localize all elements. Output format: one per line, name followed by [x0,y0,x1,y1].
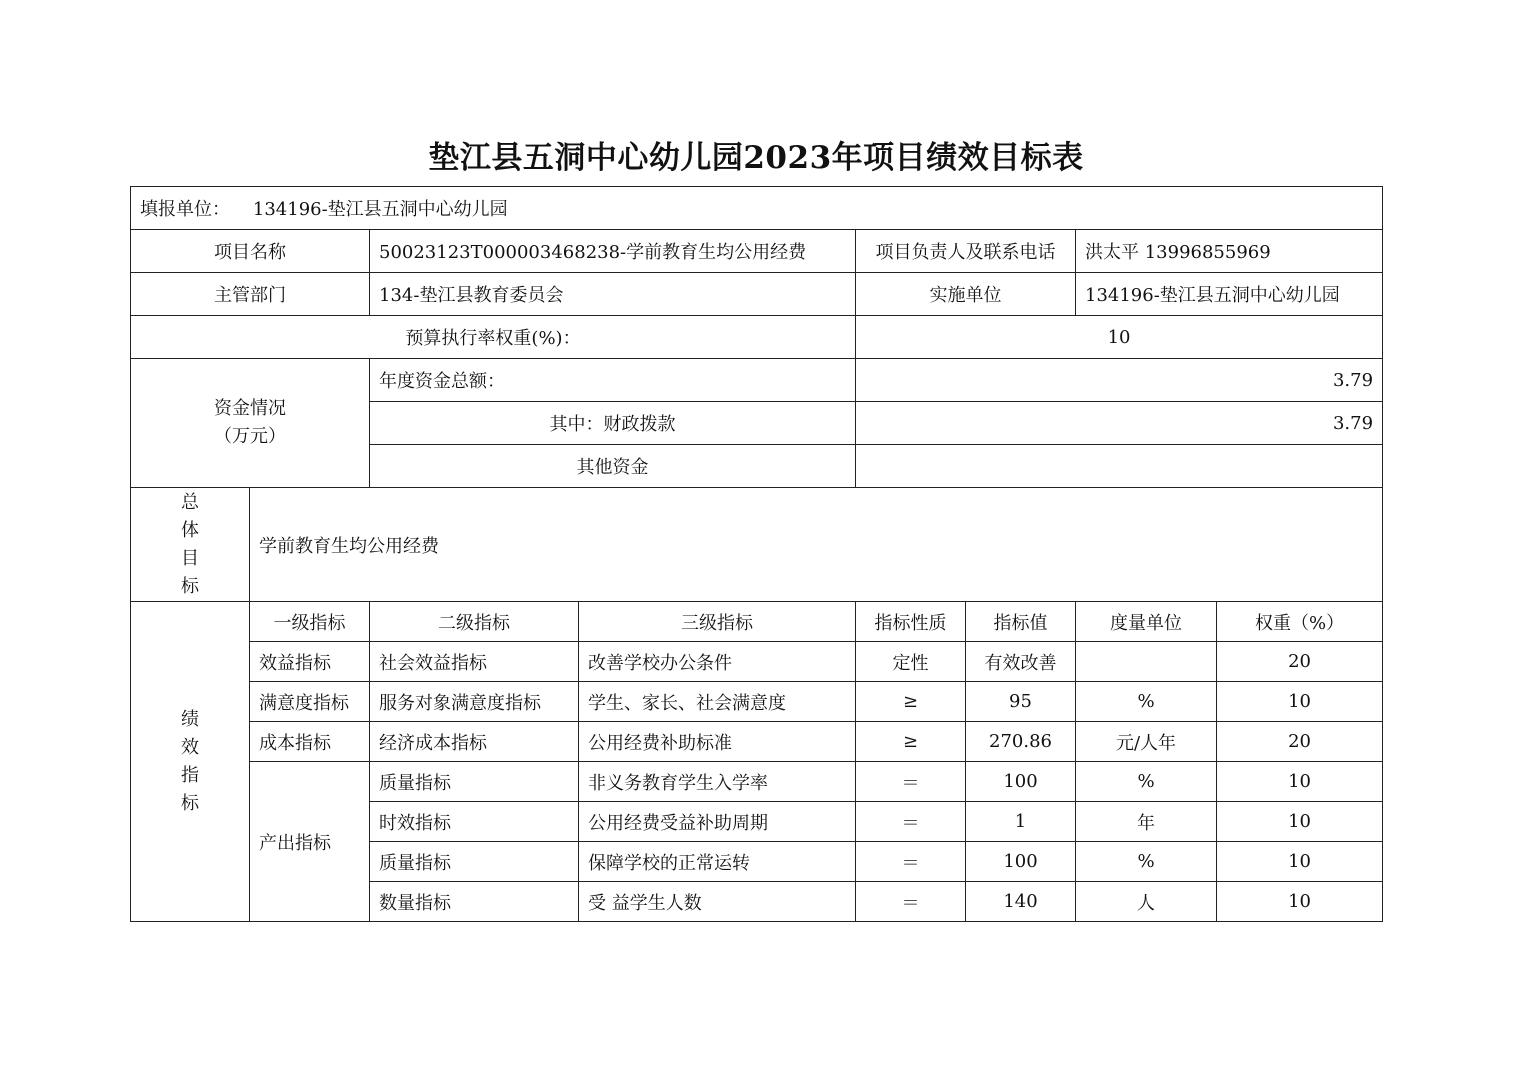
funds-total-value: 3.79 [856,359,1383,402]
filing-unit-cell [131,187,1383,230]
performance-target-table [130,186,1383,922]
row-value: 1 [966,802,1076,842]
goal-char-1: 总 [181,491,199,513]
row-value: 140 [966,882,1076,922]
row-level3: 改善学校办公条件 [579,642,856,682]
perf-char-1: 绩 [181,708,199,730]
row-nature: ＝ [856,762,966,802]
row-level2: 质量指标 [370,842,579,882]
header-weight: 权重（%） [1217,602,1383,642]
row-value: 270.86 [966,722,1076,762]
row-level3: 公用经费受益补助周期 [579,802,856,842]
header-unit: 度量单位 [1076,602,1217,642]
row-weight: 10 [1217,682,1383,722]
department-value: 134-垫江县教育委员会 [370,273,856,316]
row-weight: 10 [1217,802,1383,842]
row-nature: ＝ [856,842,966,882]
department-row [131,273,1383,316]
row-level3: 保障学校的正常运转 [579,842,856,882]
budget-rate-row [131,316,1383,359]
row-nature: ≥ [856,722,966,762]
row-level1: 满意度指标 [250,682,370,722]
row-unit: % [1076,842,1217,882]
row-level1: 成本指标 [250,722,370,762]
document-title: 垫江县五洞中心幼儿园2023年项目绩效目标表 [428,140,1084,176]
filing-unit-value: 134196-垫江县五洞中心幼儿园 [252,199,508,220]
table-row [131,762,1383,802]
row-nature: 定性 [856,642,966,682]
row-nature: ＝ [856,882,966,922]
row-level2: 时效指标 [370,802,579,842]
overall-goal-label [131,488,250,602]
row-level1: 效益指标 [250,642,370,682]
budget-rate-value: 10 [856,316,1383,359]
row-level3: 公用经费补助标准 [579,722,856,762]
row-nature: ＝ [856,802,966,842]
row-level2: 质量指标 [370,762,579,802]
row-nature: ≥ [856,682,966,722]
row-level3: 学生、家长、社会满意度 [579,682,856,722]
header-level3: 三级指标 [579,602,856,642]
project-name-row [131,230,1383,273]
funds-total-row [131,359,1383,402]
perf-char-4: 标 [181,792,199,814]
funds-fiscal-value: 3.79 [856,402,1383,445]
funds-fiscal-label: 其中：财政拨款 [370,402,856,445]
funds-other-value [856,445,1383,488]
overall-goal-value: 学前教育生均公用经费 [250,488,1383,602]
funds-total-label: 年度资金总额： [370,359,856,402]
funds-label-line2: （万元） [214,426,286,447]
project-name-label: 项目名称 [131,230,370,273]
perf-char-3: 指 [181,764,199,786]
department-label: 主管部门 [131,273,370,316]
row-unit: 元/人年 [1076,722,1217,762]
funds-other-label: 其他资金 [370,445,856,488]
row-unit [1076,642,1217,682]
funds-label [131,359,370,488]
perf-char-2: 效 [181,736,199,758]
project-name-value: 50023123T000003468238-学前教育生均公用经费 [370,230,856,273]
row-weight: 10 [1217,842,1383,882]
project-contact-label: 项目负责人及联系电话 [856,230,1076,273]
row-unit: % [1076,762,1217,802]
row-level2: 社会效益指标 [370,642,579,682]
implementing-unit-label: 实施单位 [856,273,1076,316]
goal-char-4: 标 [181,575,199,597]
row-value: 100 [966,842,1076,882]
row-level1: 产出指标 [250,762,370,922]
row-value: 有效改善 [966,642,1076,682]
row-value: 95 [966,682,1076,722]
overall-goal-row [131,488,1383,602]
implementing-unit-value: 134196-垫江县五洞中心幼儿园 [1076,273,1383,316]
budget-rate-label: 预算执行率权重(%)： [131,316,856,359]
filing-unit-label: 填报单位： [140,199,230,220]
indicator-header-row [131,602,1383,642]
funds-label-line1: 资金情况 [214,398,286,419]
row-weight: 20 [1217,722,1383,762]
row-level2: 服务对象满意度指标 [370,682,579,722]
header-value: 指标值 [966,602,1076,642]
row-unit: % [1076,682,1217,722]
row-unit: 年 [1076,802,1217,842]
filing-unit-row [131,187,1383,230]
row-level2: 经济成本指标 [370,722,579,762]
table-row [131,682,1383,722]
row-value: 100 [966,762,1076,802]
project-contact-value: 洪太平 13996855969 [1076,230,1383,273]
row-weight: 20 [1217,642,1383,682]
goal-char-2: 体 [181,519,199,541]
table-row [131,642,1383,682]
row-unit: 人 [1076,882,1217,922]
row-level3: 非义务教育学生入学率 [579,762,856,802]
header-level2: 二级指标 [370,602,579,642]
row-level3: 受 益学生人数 [579,882,856,922]
row-weight: 10 [1217,762,1383,802]
performance-label [131,602,250,922]
row-level2: 数量指标 [370,882,579,922]
table-row [131,722,1383,762]
header-level1: 一级指标 [250,602,370,642]
row-weight: 10 [1217,882,1383,922]
goal-char-3: 目 [181,547,199,569]
header-nature: 指标性质 [856,602,966,642]
